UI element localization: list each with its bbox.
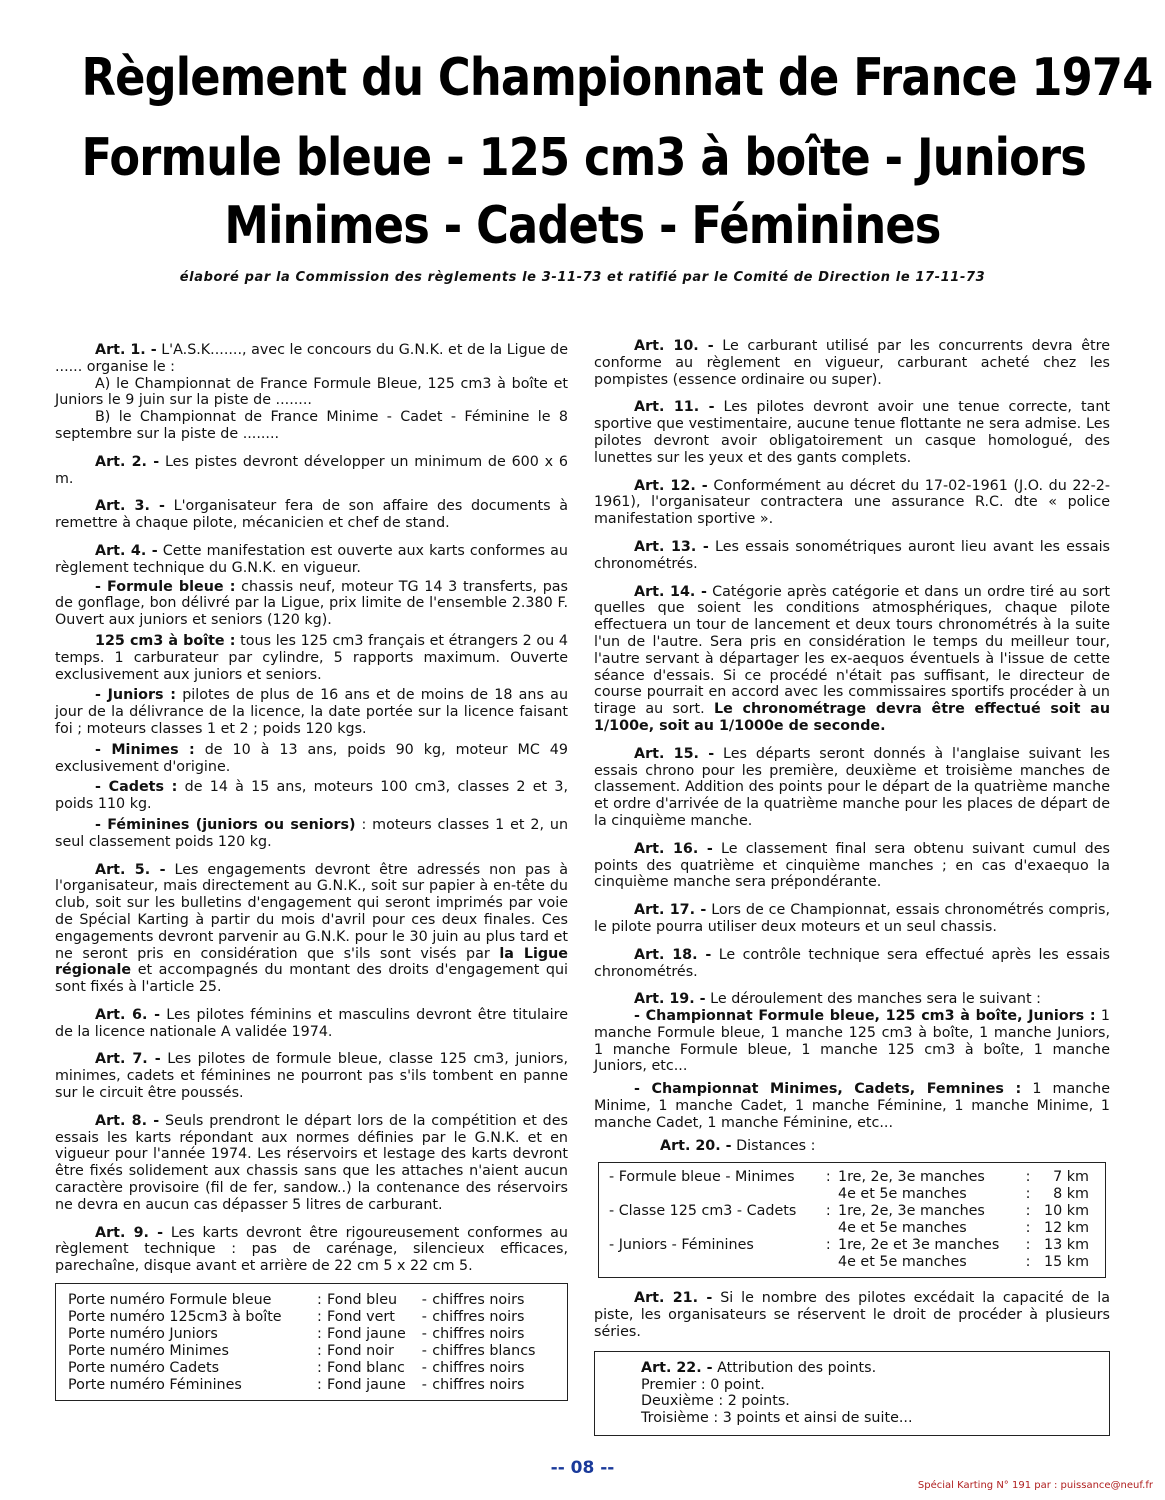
table-cell: 13 km bbox=[1044, 1237, 1089, 1254]
article-4-feminines: - Féminines (juniors ou seniors) : moteurs classes 1 et 2, un seul classement poids 120 kg. bbox=[55, 816, 569, 850]
article-9: Art. 9. - Les karts devront être rigoureusement conformes au règlement technique : pas de carénage, silencieux efficaces, parechaîne, disque avant et arrière de 22 cm 5 x 22 cm 5. bbox=[55, 1224, 568, 1275]
article-6: Art. 6. - Les pilotes féminins et masculins devront être titulaire de la licence nationale A validée 1974. bbox=[55, 1006, 569, 1040]
table-cell: - bbox=[421, 1343, 427, 1360]
table-cell: 15 km bbox=[1044, 1254, 1089, 1271]
article-13: Art. 13. - Les essais sonométriques auront lieu avant les essais chronométrés. bbox=[594, 538, 1110, 572]
table-cell: 8 km bbox=[1053, 1186, 1089, 1203]
table-cell: 12 km bbox=[1044, 1220, 1089, 1237]
article-4-cadets: - Cadets : de 14 à 15 ans, moteurs 100 cm3, classes 2 et 3, poids 110 kg. bbox=[55, 779, 568, 813]
table-cell: : bbox=[316, 1309, 322, 1326]
table-cell: - bbox=[421, 1292, 427, 1309]
table-cell: Porte numéro 125cm3 à boîte bbox=[68, 1309, 282, 1326]
table-cell: Fond blanc bbox=[327, 1360, 405, 1377]
table-row bbox=[609, 1169, 1095, 1186]
article-1: Art. 1. - L'A.S.K......., avec le concours du G.N.K. et de la Ligue de ...... organise le : A) le Championnat de France Formule Bleue, 125 cm3 à boîte et Juniors le 9 juin sur la piste de ........ B) le Championnat de France Minime - Cadet - Féminine le 8 septembre sur la piste de ........ bbox=[55, 342, 568, 442]
credit-line: Spécial Karting N° 191 par : puissance@neuf.fr bbox=[917, 1480, 1153, 1491]
table-cell: Porte numéro Minimes bbox=[68, 1343, 229, 1360]
table-cell: chiffres noirs bbox=[432, 1326, 525, 1343]
article-8: Art. 8. - Seuls prendront le départ lors de la compétition et des essais les karts répondant aux normes définies par le G.N.K. et en vigueur pour l'année 1974. Les réservoirs et lestage des karts devront être fixés solidement aux chassis sans que les attaches n'aient aucun caractère provisoire (fil de fer, sandow..) la contenance des réservoirs ne devra en aucun cas dépasser 5 litres de carburant. bbox=[55, 1112, 568, 1213]
table-cell: : bbox=[1025, 1169, 1031, 1186]
article-19-section-1: - Championnat Formule bleue, 125 cm3 à boîte, Juniors : 1 manche Formule bleue, 1 manche 125 cm3 à boîte, 1 manche Juniors, 1 manche Formule bleue, 1 manche 125 cm3 à boîte, 1 manche Juniors, etc... bbox=[594, 1008, 1111, 1075]
table-cell: : bbox=[1025, 1237, 1031, 1254]
table-cell bbox=[609, 1254, 826, 1271]
article-4-juniors: - Juniors : pilotes de plus de 16 ans et de moins de 18 ans au jour de la délivrance de la licence, la date portée sur la licence faisant foi ; moteurs classes 1 et 2 ; poids 120 kgs. bbox=[55, 687, 569, 737]
table-cell: - Formule bleue - Minimes bbox=[609, 1169, 795, 1186]
article-4-minimes: - Minimes : de 10 à 13 ans, poids 90 kg, moteur MC 49 exclusivement d'origine. bbox=[55, 741, 569, 775]
article-19: Art. 19. - Le déroulement des manches sera le suivant : bbox=[634, 991, 1041, 1008]
article-15: Art. 15. - Les départs seront donnés à l'anglaise suivant les essais chrono pour les première, deuxième et troisième manches de classement. Addition des points pour le départ de la quatrième manche et ordre d'arrivée de la quatrième manche pour les places de départ de la cinquième manche. bbox=[594, 745, 1110, 829]
table-row bbox=[68, 1292, 555, 1309]
table-cell: - bbox=[421, 1326, 427, 1343]
table-cell: Fond bleu bbox=[327, 1292, 398, 1309]
table-row bbox=[609, 1186, 1095, 1203]
table-row bbox=[68, 1360, 555, 1377]
page-number: -- 08 -- bbox=[550, 1458, 615, 1478]
page-title: Règlement du Championnat de France 1974 bbox=[81, 48, 1153, 108]
table-row bbox=[68, 1343, 555, 1360]
table-cell: 1re, 2e, 3e manches bbox=[838, 1169, 985, 1186]
subtitle: élaboré par la Commission des règlements le 3-11-73 et ratifié par le Comité de Direction le 17-11-73 bbox=[179, 270, 986, 285]
article-18: Art. 18. - Le contrôle technique sera effectué après les essais chronométrés. bbox=[594, 946, 1110, 980]
table-cell: chiffres noirs bbox=[432, 1360, 525, 1377]
table-cell: - Classe 125 cm3 - Cadets bbox=[609, 1203, 797, 1220]
article-11: Art. 11. - Les pilotes devront avoir une tenue correcte, tant sportive que vestimentaire, aucune tenue flottante ne sera admise. Les pilotes devront avoir obligatoirement un casque homologué, des lunettes sur les yeux et des gants complets. bbox=[594, 399, 1110, 466]
article-12: Art. 12. - Conformément au décret du 17-02-1961 (J.O. du 22-2-1961), l'organisateur contractera une assurance R.C. dte « police manifestation sportive ». bbox=[594, 477, 1110, 528]
table-cell: 4e et 5e manches bbox=[838, 1254, 967, 1271]
distances-table bbox=[598, 1162, 1106, 1278]
table-cell bbox=[826, 1186, 838, 1203]
article-16: Art. 16. - Le classement final sera obtenu suivant cumul des points des quatrième et cinquième manches ; en cas d'exaequo la cinquième manche sera prépondérante. bbox=[594, 840, 1110, 891]
right-column bbox=[594, 338, 1110, 1436]
points-first: Premier : 0 point. bbox=[641, 1376, 765, 1393]
table-cell: : bbox=[1025, 1186, 1031, 1203]
table-cell: Fond jaune bbox=[327, 1377, 406, 1394]
table-cell: chiffres blancs bbox=[432, 1343, 536, 1360]
table-cell bbox=[609, 1186, 826, 1203]
table-row bbox=[609, 1220, 1095, 1237]
table-cell: chiffres noirs bbox=[432, 1377, 525, 1394]
table-cell: : bbox=[316, 1343, 322, 1360]
table-cell: : bbox=[1025, 1203, 1031, 1220]
table-cell: 1re, 2e, 3e manches bbox=[838, 1203, 985, 1220]
table-cell: : bbox=[1025, 1254, 1031, 1271]
points-second: Deuxième : 2 points. bbox=[641, 1393, 790, 1410]
table-cell: : bbox=[1025, 1220, 1031, 1237]
table-cell: Porte numéro Formule bleue bbox=[68, 1292, 272, 1309]
table-cell: : bbox=[316, 1377, 322, 1394]
article-4-125cc: 125 cm3 à boîte : tous les 125 cm3 français et étrangers 2 ou 4 temps. 1 carburateur par cylindre, 5 rapports maximum. Ouverte exclusivement aux juniors et seniors. bbox=[55, 632, 568, 683]
article-7: Art. 7. - Les pilotes de formule bleue, classe 125 cm3, juniors, minimes, cadets et féminines ne pourront pas s'ils tombent en panne sur le circuit être poussés. bbox=[55, 1051, 569, 1102]
table-cell: : bbox=[825, 1203, 831, 1220]
table-cell: Porte numéro Cadets bbox=[68, 1360, 220, 1377]
table-cell: Porte numéro Juniors bbox=[68, 1326, 218, 1343]
table-cell: : bbox=[316, 1326, 322, 1343]
article-4-formule-bleue: - Formule bleue : chassis neuf, moteur TG 14 3 transferts, pas de gonflage, bon délivré par la Ligue, prix limite de l'ensemble 2.380 F. Ouvert aux juniors et seniors (120 kg). bbox=[55, 578, 568, 629]
article-10: Art. 10. - Le carburant utilisé par les concurrents devra être conforme au règlement en vigueur, carburant acheté chez les pompistes (essence ordinaire ou super). bbox=[594, 338, 1111, 388]
table-cell: chiffres noirs bbox=[432, 1309, 525, 1326]
table-row bbox=[609, 1254, 1095, 1271]
page-title-line3: Minimes - Cadets - Féminines bbox=[224, 196, 941, 256]
table-cell: 4e et 5e manches bbox=[838, 1220, 967, 1237]
table-cell: Fond vert bbox=[327, 1309, 395, 1326]
table-cell: Porte numéro Féminines bbox=[68, 1377, 242, 1394]
table-cell: 10 km bbox=[1044, 1203, 1089, 1220]
table-row bbox=[68, 1326, 555, 1343]
table-cell bbox=[609, 1220, 826, 1237]
article-21: Art. 21. - Si le nombre des pilotes excédait la capacité de la piste, les organisateurs se réservent le droit de procéder à plusieurs séries. bbox=[594, 1290, 1110, 1341]
table-row bbox=[68, 1377, 555, 1394]
table-cell: Fond jaune bbox=[327, 1326, 406, 1343]
article-19-section-2: - Championnat Minimes, Cadets, Femnines : 1 manche Minime, 1 manche Cadet, 1 manche Féminine, 1 manche Minime, 1 manche Cadet, 1 manche Féminine, etc... bbox=[594, 1081, 1110, 1131]
points-box: Art. 22. - Attribution des points. Premier : 0 point. Deuxième : 2 points. Troisième : 3 points et ainsi de suite... bbox=[594, 1351, 1110, 1436]
table-cell bbox=[826, 1254, 838, 1271]
table-cell: : bbox=[825, 1237, 831, 1254]
article-17: Art. 17. - Lors de ce Championnat, essais chronométrés compris, le pilote pourra utiliser deux moteurs et un seul chassis. bbox=[594, 902, 1110, 935]
article-14: Art. 14. - Catégorie après catégorie et dans un ordre tiré au sort quelles que soient les conditions atmosphériques, chaque pilote effectuera un tour de lancement et deux tours chronométrés à la suite l'un de l'autre. Sera pris en considération le temps du meilleur tour, l'autre servant à départager les ex-aequos éventuels à l'issue de cette séance d'essais. Si ce procédé n'était pas suffisant, le directeur de course pourrait en accord avec les commissaires sportifs procéder à un tirage au sort. Le chronométrage devra être effectué soit au 1/100e, soit au 1/1000e de seconde. bbox=[594, 583, 1111, 734]
points-third: Troisième : 3 points et ainsi de suite... bbox=[641, 1410, 913, 1427]
table-cell: : bbox=[316, 1360, 322, 1377]
table-cell: - Juniors - Féminines bbox=[609, 1237, 754, 1254]
article-3: Art. 3. - L'organisateur fera de son affaire des documents à remettre à chaque pilote, mécanicien et chef de stand. bbox=[55, 498, 569, 532]
article-4: Art. 4. - Cette manifestation est ouverte aux karts conformes au règlement technique du G.N.K. en vigueur. bbox=[55, 542, 568, 576]
table-cell: - bbox=[421, 1377, 427, 1394]
table-row bbox=[68, 1309, 555, 1326]
table-cell: chiffres noirs bbox=[432, 1292, 525, 1309]
table-cell: 4e et 5e manches bbox=[838, 1186, 967, 1203]
article-20: Art. 20. - Distances : bbox=[660, 1137, 816, 1154]
page-title-line2: Formule bleue - 125 cm3 à boîte - Juniors bbox=[81, 128, 1086, 188]
left-column bbox=[55, 342, 568, 1401]
table-row bbox=[609, 1237, 1095, 1254]
table-cell: 1re, 2e et 3e manches bbox=[838, 1237, 1000, 1254]
article-2: Art. 2. - Les pistes devront développer un minimum de 600 x 6 m. bbox=[55, 453, 569, 487]
table-cell: 7 km bbox=[1053, 1169, 1089, 1186]
article-5: Art. 5. - Les engagements devront être adressés non pas à l'organisateur, mais directement au G.N.K., soit sur papier à en-tête du club, soit sur les bulletins d'engagement qui seront imprimés par voie de Spécial Karting à partir du mois d'avril pour ces deux finales. Ces engagements devront parvenir au G.N.K. pour le 30 juin au plus tard et ne seront pris en considération que s'ils sont visés par la Ligue régionale et accompagnés du montant des droits d'engagement qui sont fixés à l'article 25. bbox=[55, 861, 569, 996]
table-cell bbox=[826, 1220, 838, 1237]
table-cell: - bbox=[421, 1309, 427, 1326]
table-cell: : bbox=[825, 1169, 831, 1186]
table-cell: : bbox=[316, 1292, 322, 1309]
table-cell: - bbox=[421, 1360, 427, 1377]
number-plate-table bbox=[55, 1283, 568, 1401]
table-cell: Fond noir bbox=[327, 1343, 394, 1360]
table-row bbox=[609, 1203, 1095, 1220]
